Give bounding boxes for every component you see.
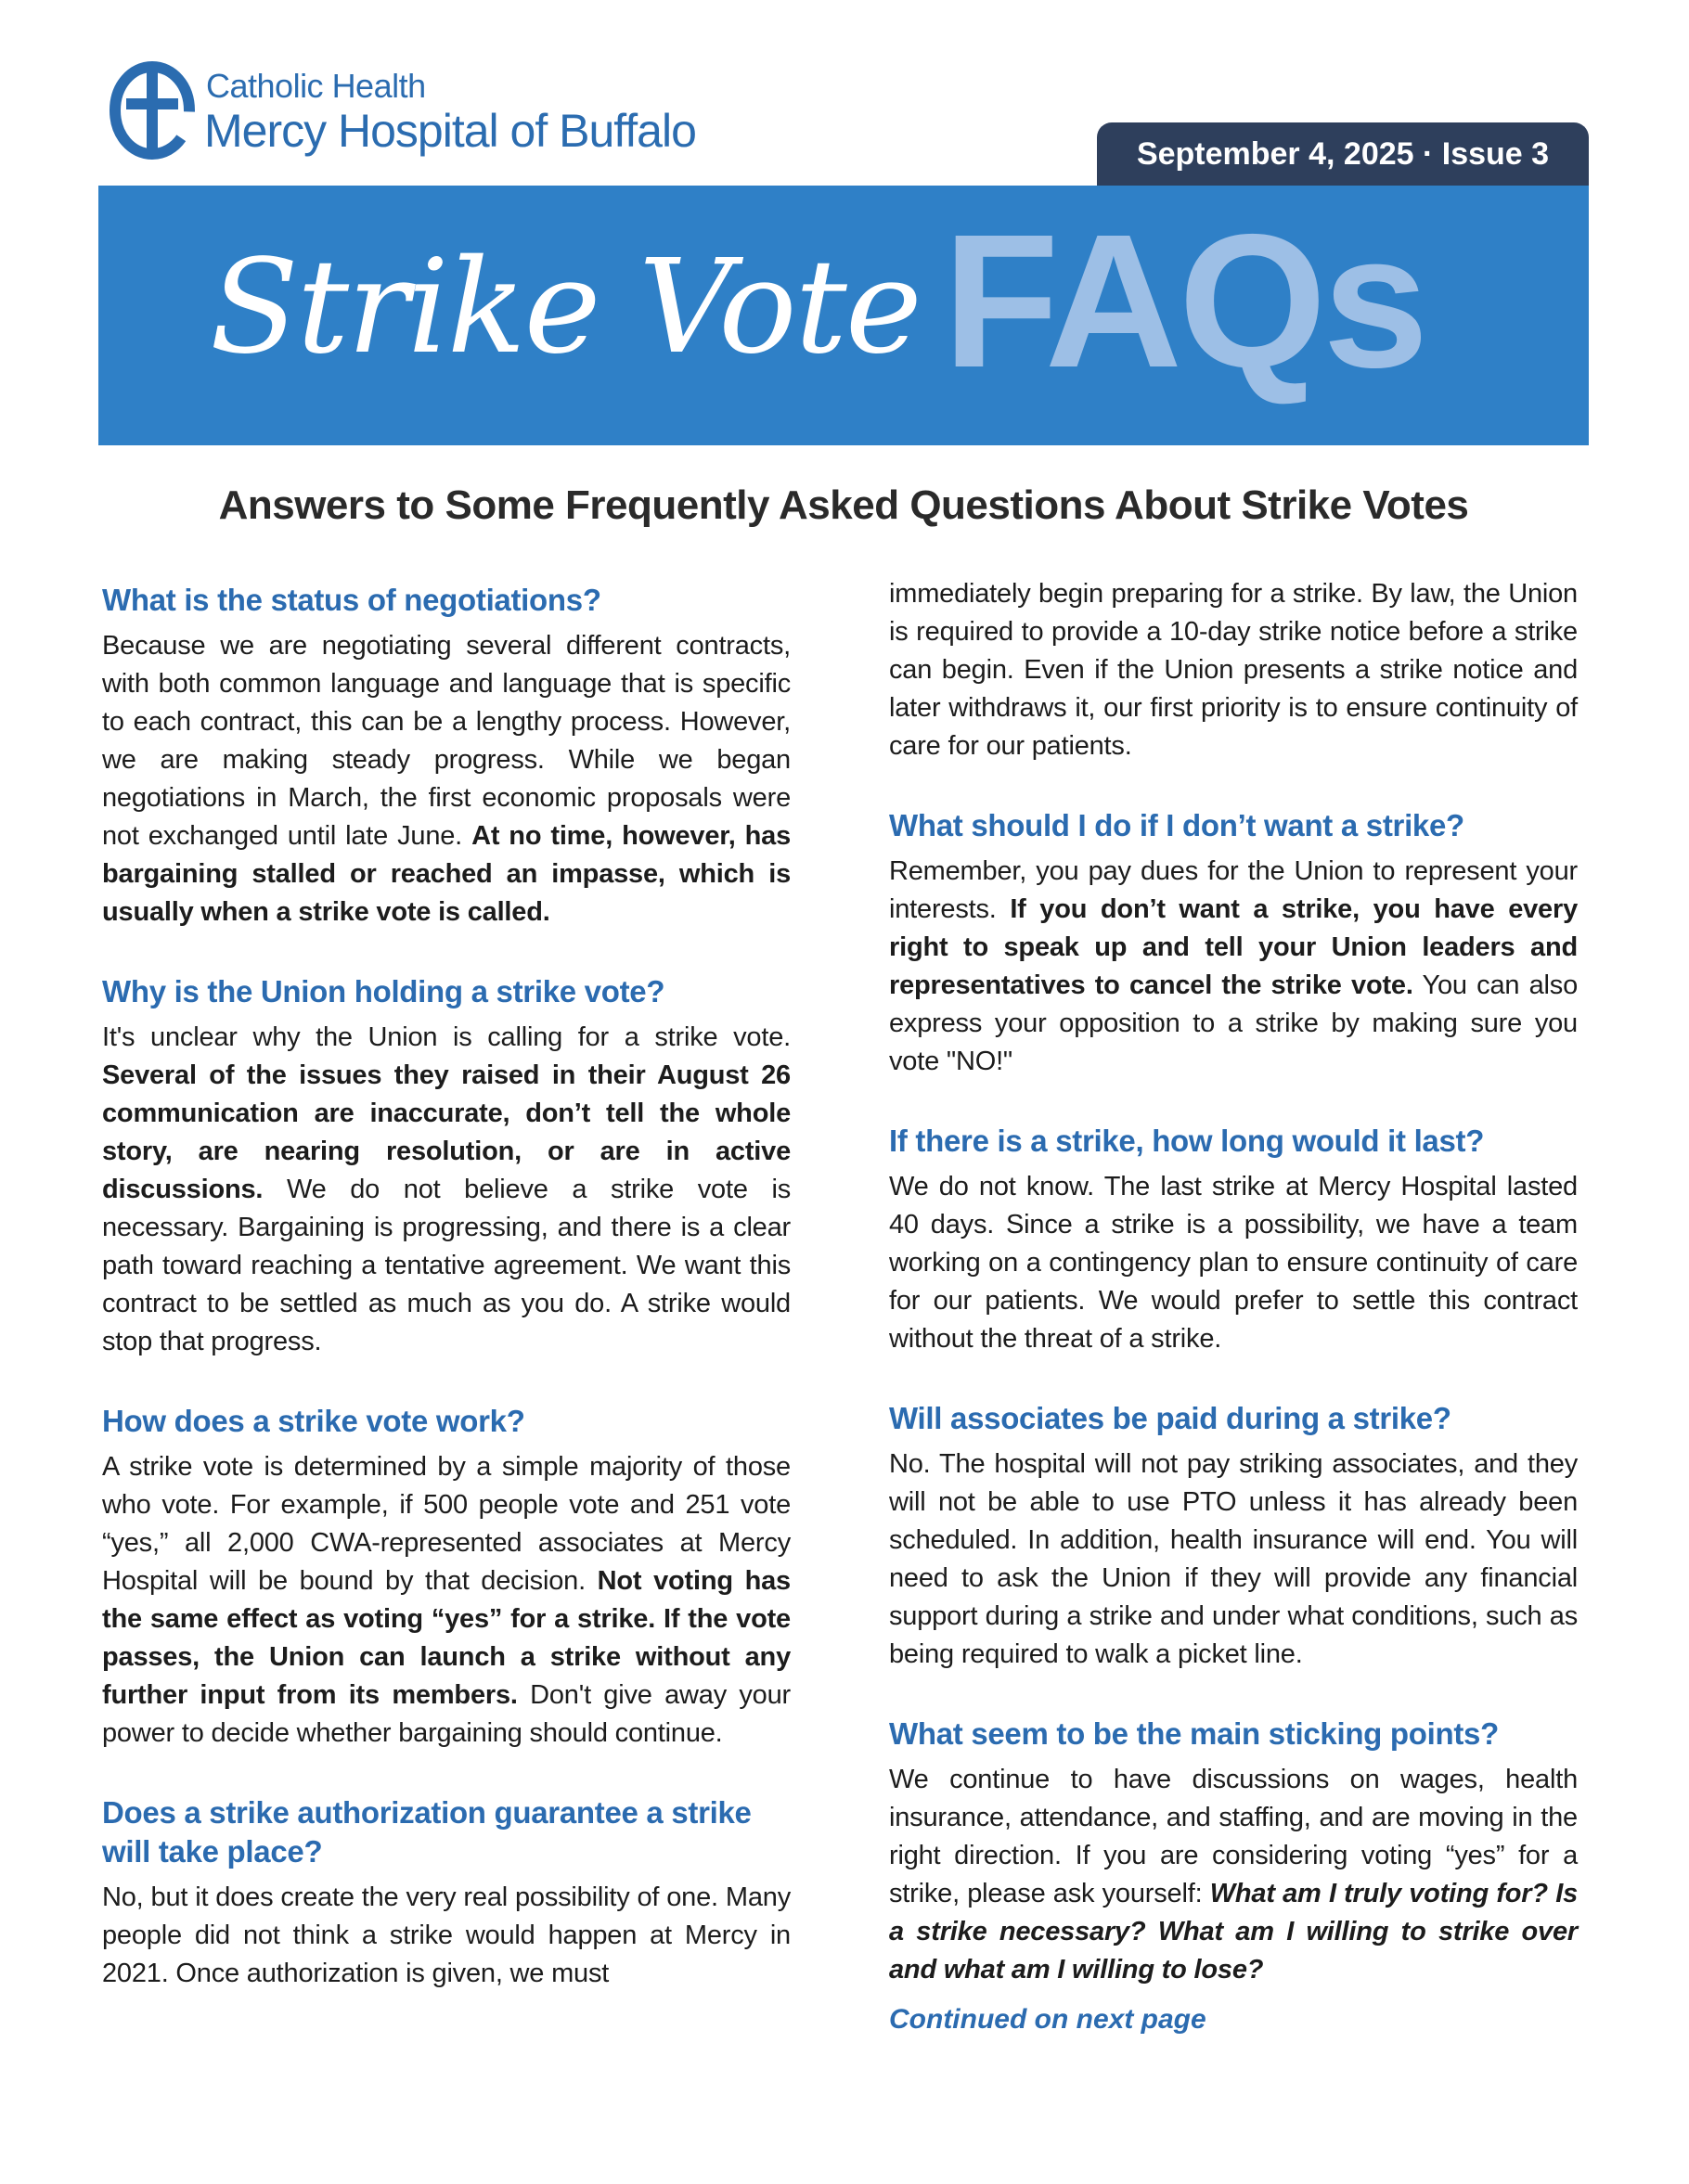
- faq-item: [889, 1715, 1578, 1989]
- banner-faqs: FAQs: [943, 195, 1425, 407]
- left-column: [102, 581, 791, 2034]
- faq-item: [102, 1402, 791, 1753]
- faq-question: Will associates be paid during a strike?: [889, 1401, 1451, 1435]
- faq-item: [889, 1122, 1578, 1358]
- faq-question: How does a strike vote work?: [102, 1404, 525, 1438]
- faq-question: Does a strike authorization guarantee a strike will take place?: [102, 1795, 752, 1869]
- faq-question: What seem to be the main sticking points?: [889, 1716, 1499, 1751]
- cross-logo-icon: [106, 59, 199, 161]
- faq-question: What should I do if I don’t want a strike?: [889, 808, 1464, 842]
- faq-answer: Because we are negotiating several different contracts, with both common language and language that is specific to each contract, this can be a lengthy process. However, we are making steady progress. While we began negotiations in March, the first economic proposals were not exchanged until late June. At no time, however, has bargaining stalled or reached an impasse, which is usually when a strike vote is called.: [102, 631, 792, 927]
- page-subtitle: Answers to Some Frequently Asked Questions About Strike Votes: [218, 482, 1469, 528]
- faq-answer: No. The hospital will not pay striking associates, and they will not be able to use PTO unless it has already been scheduled. In addition, health insurance will end. You will need to ask the Union if they will provide any financial support during a strike and under what conditions, such as being required to walk a picket line.: [889, 1449, 1578, 1669]
- faq-item: [889, 1399, 1578, 1674]
- faq-item: [102, 581, 791, 931]
- faq-answer-continuation: immediately begin preparing for a strike. By law, the Union is required to provide a 10-day strike notice before a strike can begin. Even if the Union presents a strike notice and later withdraws it, our first priority is to ensure continuity of care for our patients.: [889, 579, 1578, 761]
- faq-item: [102, 1793, 791, 1993]
- faq-answer: A strike vote is determined by a simple majority of those who vote. For example, if 500 people vote and 251 vote “yes,” all 2,000 CWA-represented associates at Mercy Hospital will be bound by that decision. Not voting has the same effect as voting “yes” for a strike. If the vote passes, the Union can launch a strike without any further input from its members. Don't give away your power to decide whether bargaining should continue.: [102, 1452, 791, 1748]
- logo-line2: Mercy Hospital of Buffalo: [204, 105, 696, 157]
- issue-tab: September 4, 2025 · Issue 3: [1097, 122, 1589, 186]
- banner-title: Strike Vote: [210, 232, 921, 383]
- faq-answer: It's unclear why the Union is calling for a strike vote. Several of the issues they raised in their August 26 communication are inaccurate, don’t tell the whole story, are nearing resolution, or are in active discussions. We do not believe a strike vote is necessary. Bargaining is progressing, and there is a clear path toward reaching a tentative agreement. We want this contract to be settled as much as you do. A strike would stop that progress.: [102, 1022, 791, 1356]
- faq-answer: We continue to have discussions on wages, health insurance, attendance, and staffing, and are moving in the right direction. If you are considering voting “yes” for a strike, please ask yourself: What am I truly voting for? Is a strike necessary? What am I willing to strike over and what am I willing to lose?: [889, 1765, 1578, 1985]
- faq-answer: Remember, you pay dues for the Union to represent your interests. If you don’t want a strike, you have every right to speak up and tell your Union leaders and representatives to cancel the strike vote. You can also express your opposition to a strike by making sure you vote "NO!": [889, 856, 1579, 1076]
- faq-answer: No, but it does create the very real possibility of one. Many people did not think a strike would happen at Mercy in 2021. Once authorization is given, we must: [102, 1882, 791, 1988]
- faq-question: If there is a strike, how long would it last?: [889, 1124, 1485, 1158]
- faq-question: What is the status of negotiations?: [102, 583, 601, 617]
- title-banner: [98, 186, 1589, 445]
- right-column: [889, 581, 1578, 2036]
- logo: [106, 59, 737, 171]
- faq-answer: We do not know. The last strike at Mercy Hospital lasted 40 days. Since a strike is a possibility, we have a team working on a contingency plan to ensure continuity of care for our patients. We would prefer to settle this contract without the threat of a strike.: [889, 1172, 1578, 1354]
- logo-line1: Catholic Health: [206, 67, 426, 105]
- faq-question: Why is the Union holding a strike vote?: [102, 974, 665, 1008]
- faq-item: [889, 806, 1578, 1081]
- faq-item: [102, 972, 791, 1361]
- continued-link: Continued on next page: [889, 2004, 1206, 2035]
